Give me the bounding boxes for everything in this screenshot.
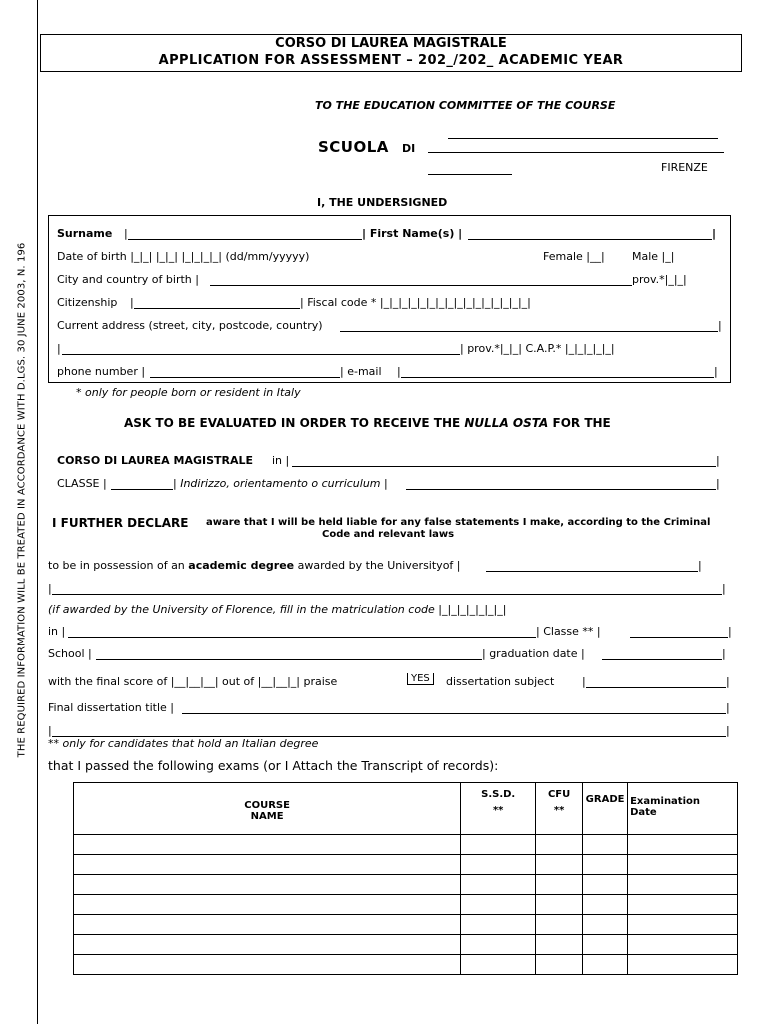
university-line2-field[interactable] xyxy=(52,594,722,595)
course-name-field[interactable] xyxy=(292,466,716,467)
praise-yes-box[interactable]: YES xyxy=(407,673,434,685)
ssd-cell[interactable] xyxy=(461,895,536,915)
matriculation-field[interactable]: (if awarded by the University of Florence, fill in the matriculation code |_|_|_|_|_|_|_| xyxy=(48,603,507,616)
declare-text-2: Code and relevant laws xyxy=(322,529,455,540)
school-name-field[interactable] xyxy=(428,152,724,153)
university-line2-bar: | xyxy=(48,582,52,595)
first-name-end-bar: | xyxy=(712,227,717,240)
final-title-field[interactable] xyxy=(182,713,726,714)
grade-cell[interactable] xyxy=(583,955,628,975)
final-title-end-bar: | xyxy=(726,701,730,714)
indirizzo-end-bar: | xyxy=(716,477,720,490)
course-name-cell[interactable] xyxy=(74,875,461,895)
email-label: | e-mail xyxy=(340,365,382,378)
exam-row xyxy=(74,915,738,935)
exam-date-cell[interactable] xyxy=(628,955,738,975)
ask-prefix: ASK TO BE EVALUATED IN ORDER TO RECEIVE THE xyxy=(124,416,461,430)
ssd-cell[interactable] xyxy=(461,835,536,855)
grade-cell[interactable] xyxy=(583,855,628,875)
exam-row xyxy=(74,895,738,915)
degree-classe-label: | Classe ** | xyxy=(536,625,601,638)
grade-header-label: GRADE xyxy=(585,794,625,805)
degree-in-field[interactable] xyxy=(68,637,536,638)
address-line2-field[interactable] xyxy=(62,354,460,355)
ssd-header xyxy=(461,783,536,835)
degree-school-field[interactable] xyxy=(96,659,482,660)
graduation-date-label: | graduation date | xyxy=(482,647,585,660)
final-score-field[interactable]: with the final score of |__|__|__| out of |__|__|_| praise xyxy=(48,675,338,688)
female-checkbox[interactable]: Female |__| xyxy=(543,250,605,263)
birth-prov-field[interactable]: prov.*|_|_| xyxy=(632,273,687,286)
school-di: DI xyxy=(402,142,416,155)
final-title-line2-end-bar: | xyxy=(726,724,730,737)
cfu-header-note: ** xyxy=(553,805,565,816)
left-margin-line xyxy=(37,0,38,1024)
course-name-cell[interactable] xyxy=(74,835,461,855)
address-line2-bar: | xyxy=(57,342,61,355)
declare-heading: I FURTHER DECLARE xyxy=(52,516,189,530)
exam-row xyxy=(74,935,738,955)
phone-field[interactable] xyxy=(150,377,340,378)
title-line-1: CORSO DI LAUREA MAGISTRALE xyxy=(275,36,507,51)
current-address-field[interactable] xyxy=(340,331,718,332)
indirizzo-field[interactable] xyxy=(406,489,716,490)
ssd-cell[interactable] xyxy=(461,855,536,875)
city-birth-label: City and country of birth | xyxy=(57,273,199,286)
cfu-cell[interactable] xyxy=(536,855,583,875)
course-label: CORSO DI LAUREA MAGISTRALE xyxy=(57,454,254,467)
degree-suffix: awarded by the Universityof | xyxy=(297,559,461,572)
city-birth-field[interactable] xyxy=(210,285,632,286)
exam-date-cell[interactable] xyxy=(628,935,738,955)
exam-date-header-1: Examination xyxy=(630,796,701,807)
ssd-cell[interactable] xyxy=(461,875,536,895)
grade-cell[interactable] xyxy=(583,895,628,915)
course-name-cell[interactable] xyxy=(74,935,461,955)
grade-cell[interactable] xyxy=(583,935,628,955)
university-field[interactable] xyxy=(486,571,698,572)
ssd-header-note: ** xyxy=(492,805,504,816)
course-name-cell[interactable] xyxy=(74,955,461,975)
course-name-header-2: NAME xyxy=(250,810,284,822)
ssd-cell[interactable] xyxy=(461,935,536,955)
ssd-cell[interactable] xyxy=(461,955,536,975)
addressee: TO THE EDUCATION COMMITTEE OF THE COURSE xyxy=(315,99,616,112)
first-name-label: | First Name(s) | xyxy=(362,227,463,240)
university-line2-end-bar: | xyxy=(722,582,726,595)
ask-suffix: FOR THE xyxy=(552,416,611,430)
exam-date-header xyxy=(628,783,738,835)
school-line-top xyxy=(448,138,718,139)
cfu-cell[interactable] xyxy=(536,935,583,955)
exams-intro: that I passed the following exams (or I Attach the Transcript of records): xyxy=(48,758,499,773)
course-in-label: in | xyxy=(272,454,290,467)
male-checkbox[interactable]: Male |_| xyxy=(632,250,675,263)
exams-header-row xyxy=(74,783,738,835)
school-label-degree: School | xyxy=(48,647,92,660)
degree-bold: academic degree xyxy=(188,559,295,572)
title-box xyxy=(40,34,742,72)
final-title-label: Final dissertation title | xyxy=(48,701,174,714)
dissertation-subject-end-bar: | xyxy=(726,675,730,688)
exam-row xyxy=(74,955,738,975)
school-line-bottom[interactable] xyxy=(428,174,512,175)
course-name-header-1: COURSE xyxy=(244,799,290,811)
email-end-bar: | xyxy=(714,365,718,378)
prov-cap-field[interactable]: | prov.*|_|_| C.A.P.* |_|_|_|_|_| xyxy=(460,342,615,355)
privacy-side-note: THE REQUIRED INFORMATION WILL BE TREATED IN ACCORDANCE WITH D.LGS. 30 JUNE 2003, N. 196 xyxy=(16,242,28,758)
school-city: FIRENZE xyxy=(661,161,708,174)
dissertation-subject-bar: | xyxy=(582,675,586,688)
course-name-header xyxy=(74,783,461,835)
citizenship-field[interactable] xyxy=(134,308,300,309)
university-end-bar: | xyxy=(698,559,702,572)
exam-date-cell[interactable] xyxy=(628,915,738,935)
residence-footnote: * only for people born or resident in Italy xyxy=(76,386,301,399)
cfu-header-label: CFU xyxy=(547,789,571,800)
course-name-cell[interactable] xyxy=(74,895,461,915)
date-of-birth-field[interactable]: Date of birth |_|_| |_|_| |_|_|_|_| (dd/mm/yyyyy) xyxy=(57,250,310,263)
exam-row xyxy=(74,875,738,895)
degree-prefix: to be in possession of an xyxy=(48,559,185,572)
cfu-cell[interactable] xyxy=(536,875,583,895)
cfu-cell[interactable] xyxy=(536,835,583,855)
cfu-header xyxy=(536,783,583,835)
course-classe-field[interactable] xyxy=(111,489,173,490)
exam-date-header-2: Date xyxy=(630,807,657,818)
grade-header xyxy=(583,783,628,835)
final-title-line2-bar: | xyxy=(48,724,52,737)
exam-date-cell[interactable] xyxy=(628,895,738,915)
surname-bar: | xyxy=(124,227,128,240)
citizenship-bar: | xyxy=(130,296,134,309)
surname-field[interactable] xyxy=(128,239,362,240)
degree-in-label: in | xyxy=(48,625,66,638)
nulla-osta: NULLA OSTA xyxy=(464,416,549,430)
first-name-field[interactable] xyxy=(468,239,712,240)
graduation-date-field[interactable] xyxy=(602,659,722,660)
cfu-cell[interactable] xyxy=(536,955,583,975)
indirizzo-label: | Indirizzo, orientamento o curriculum | xyxy=(173,477,388,490)
citizenship-label: Citizenship xyxy=(57,296,118,309)
address-end-bar: | xyxy=(718,319,722,332)
grade-cell[interactable] xyxy=(583,835,628,855)
exam-date-cell[interactable] xyxy=(628,875,738,895)
dissertation-subject-field[interactable] xyxy=(586,687,726,688)
school-label: SCUOLA xyxy=(318,138,389,156)
graduation-end-bar: | xyxy=(722,647,726,660)
current-address-label: Current address (street, city, postcode, country) xyxy=(57,319,323,332)
dissertation-subject-label: dissertation subject xyxy=(446,675,555,688)
degree-line xyxy=(48,559,461,572)
ssd-header-label: S.S.D. xyxy=(481,789,516,800)
ask-heading xyxy=(124,416,611,430)
fiscal-code-field[interactable]: | Fiscal code * |_|_|_|_|_|_|_|_|_|_|_|_|_|_|_|_| xyxy=(300,296,531,309)
degree-classe-field[interactable] xyxy=(630,637,728,638)
email-field[interactable] xyxy=(401,377,714,378)
phone-label: phone number | xyxy=(57,365,146,378)
course-name-cell[interactable] xyxy=(74,915,461,935)
exam-date-cell[interactable] xyxy=(628,855,738,875)
course-end-bar: | xyxy=(716,454,720,467)
undersigned-heading: I, THE UNDERSIGNED xyxy=(317,196,448,209)
declare-text: aware that I will be held liable for any false statements I make, according to the Criminal xyxy=(206,517,711,528)
email-bar: | xyxy=(397,365,401,378)
surname-label: Surname xyxy=(57,227,113,240)
title-line-2: APPLICATION FOR ASSESSMENT – 202_/202_ ACADEMIC YEAR xyxy=(158,53,624,68)
course-classe-label: CLASSE | xyxy=(57,477,107,490)
course-name-cell[interactable] xyxy=(74,855,461,875)
grade-cell[interactable] xyxy=(583,875,628,895)
degree-classe-end-bar: | xyxy=(728,625,732,638)
cfu-cell[interactable] xyxy=(536,895,583,915)
italian-degree-footnote: ** only for candidates that hold an Italian degree xyxy=(48,737,319,750)
exam-row xyxy=(74,855,738,875)
ssd-cell[interactable] xyxy=(461,915,536,935)
exams-table xyxy=(73,782,738,975)
exam-date-cell[interactable] xyxy=(628,835,738,855)
grade-cell[interactable] xyxy=(583,915,628,935)
exam-row xyxy=(74,835,738,855)
cfu-cell[interactable] xyxy=(536,915,583,935)
